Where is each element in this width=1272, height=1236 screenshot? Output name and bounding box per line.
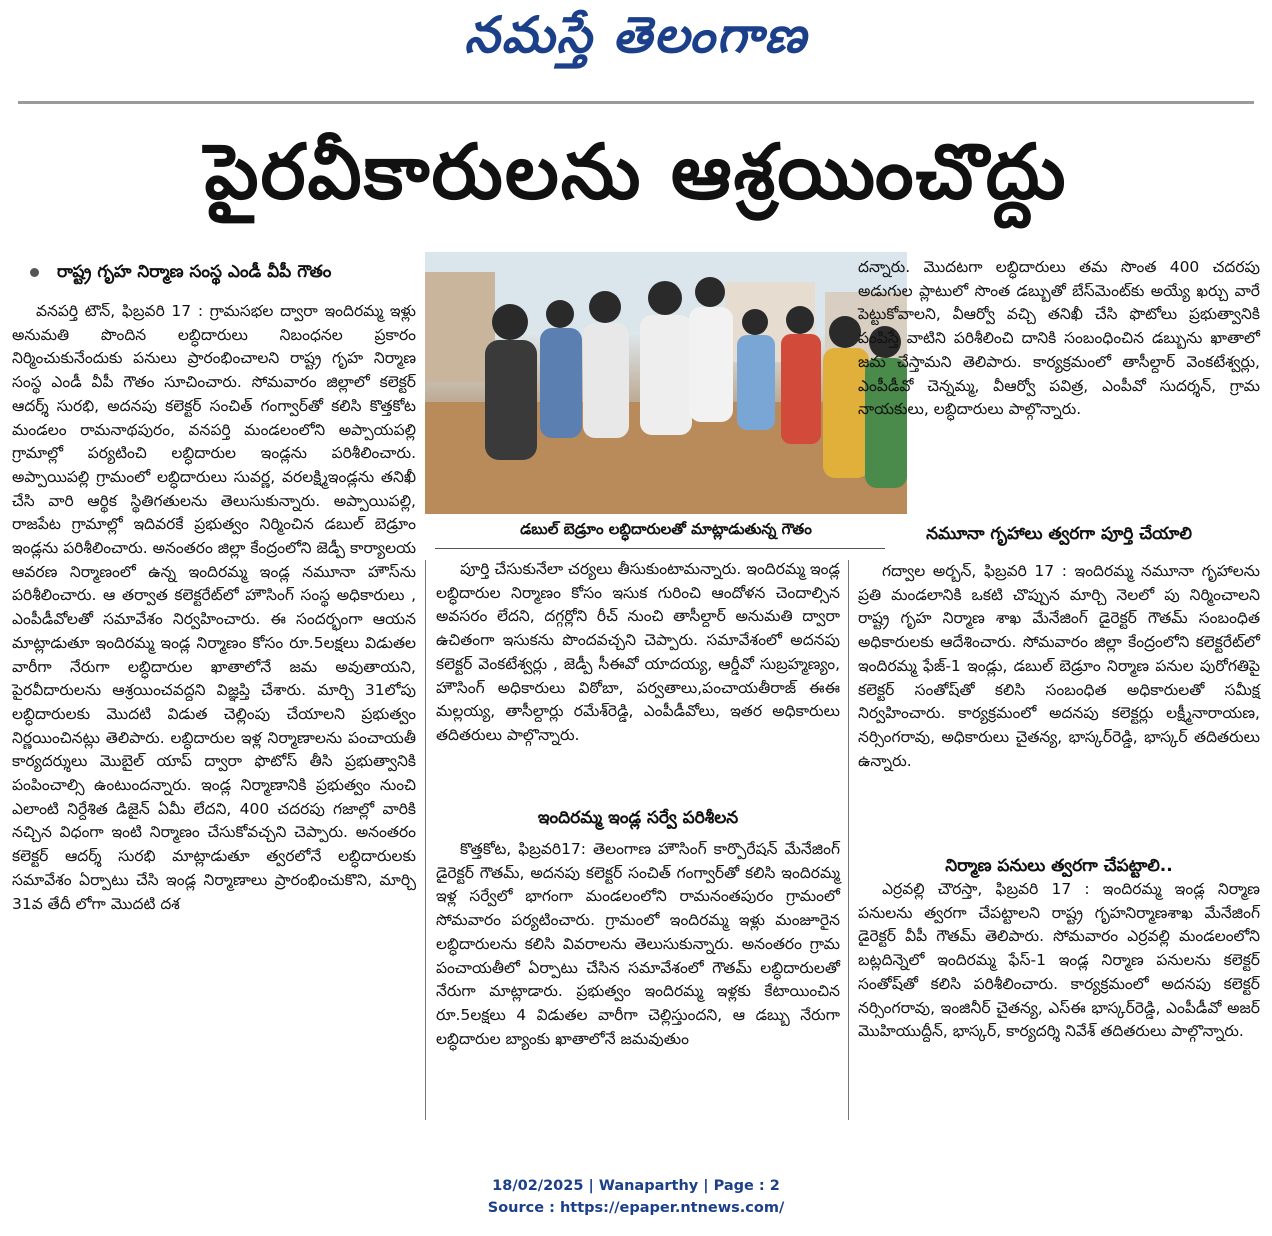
article-column-1: [12, 300, 416, 916]
caption-rule: [435, 548, 885, 549]
headline: పైరవీకారులను ఆశ్రయించొద్దు: [204, 127, 1068, 216]
column-divider-2: [848, 560, 849, 1120]
deck-line: [30, 262, 410, 286]
article-paragraph: ఎర్రవల్లి చౌరస్తా, ఫిబ్రవరి 17 : ఇందిరమ్మ ఇండ్ల నిర్మాణ పనులను త్వరగా చేపట్టాలని రాష్ట్ర గృహనిర్మాణశాఖ మేనేజింగ్ డైరెక్టర్ వీపీ గౌతమ్ తెలిపారు. సోమవారం ఎర్రవల్లి మండలంలోని బట్లదిన్నెలో ఇందిరమ్మ ఫేస్-1 ఇండ్ల నిర్మాణ పనులను కలెక్టర్ సంతోష్‌తో కలిసి పరిశీలించారు. కార్యక్రమంలో అదనపు కలెక్టర్ నర్సింగరావు, ఇంజినీర్ చైతన్య, ఎస్ఈ భాస్కర్‌రెడ్డి, ఎంపీడీవో అజర్ మొహియుద్దీన్, భాస్కర్, కార్యదర్శి నివేశ్ తదితరులు పాల్గొన్నారు.: [858, 880, 1260, 1041]
photo-caption: డబుల్ బెడ్రూం లబ్ధిదారులతో మాట్లాడుతున్న గౌతం: [520, 520, 812, 538]
article-column-3: [858, 256, 1260, 422]
article-paragraph: కొత్తకోట, ఫిబ్రవరి17: తెలంగాణ హౌసింగ్ కార్పొరేషన్ మేనేజింగ్ డైరెక్టర్ గౌతమ్, అదనపు కలెక్టర్ సంచిత్ గంగ్వార్‌తో కలిసి ఇందిరమ్మ ఇళ్ల సర్వేలో భాగంగా మండలంలోని రామనంతపురం గ్రామంలో సోమవారం పర్యటించారు. గ్రామంలో ఇందిరమ్మ ఇళ్లు మంజూరైన లబ్ధిదారులను కలిసి వివరాలను తెలుసుకున్నారు. అనంతరం గ్రామ పంచాయతీలో ఏర్పాటు చేసిన సమావేశంలో గౌతమ్ లబ్ధిదారులతో నేరుగా మాట్లాడారు. ప్రభుత్వం ఇందిరమ్మ ఇళ్లకు కేటాయించిన రూ.5లక్షలు 4 విడుతల వారీగా చెల్లిస్తుందని, ఆ డబ్బు నేరుగా లబ్ధిదారుల బ్యాంకు ఖాతాలోనే జమవుతుం: [436, 840, 840, 1048]
article-column-2: [436, 558, 840, 748]
article-column-2b: [436, 838, 840, 1051]
page-footer: [0, 1175, 1272, 1219]
article-column-3c: [858, 878, 1260, 1044]
subheading-survey: ఇందిరమ్మ ఇండ్ల సర్వే పరిశీలన: [537, 808, 739, 828]
column-divider-1: [425, 560, 426, 1120]
masthead: [0, 6, 1272, 76]
deck-text: రాష్ట్ర గృహ నిర్మాణ సంస్థ ఎండీ వీపీ గౌతం: [57, 262, 332, 282]
article-paragraph: పూర్తి చేసుకునేలా చర్యలు తీసుకుంటామన్నారు. ఇందిరమ్మ ఇండ్ల లబ్ధిదారుల నిర్మాణం కోసం ఇసుక గురించి ఆందోళన చెందాల్సిన అవసరం లేదని, దగ్గర్లోని రీచ్ నుంచి తాసీల్దార్ అనుమతి ద్వారా ఉచితంగా ఇసుకను పొందవచ్చని చెప్పారు. సమావేశంలో అదనపు కలెక్టర్ వెంకటేశ్వర్లు , జెడ్పీ సీఈవో యాదయ్య, ఆర్డీవో సుబ్రహ్మణ్యం, హౌసింగ్ అధికారులు విఠోబా, పర్వతాలు,పంచాయతీరాజ్ ఈఈ మల్లయ్య, తాసీల్దార్లు రమేశ్‌రెడ్డి, ఎంపీడీవోలు, ఇతర అధికారులు తదితరులు పాల్గొన్నారు.: [436, 560, 840, 744]
masthead-rule: [18, 101, 1254, 104]
news-photo: [425, 252, 907, 514]
article-paragraph: దన్నారు. మొదటగా లబ్ధిదారులు తమ సొంత 400 చదరపు అడుగుల ప్లాటులో సొంత డబ్బుతో బేస్‌మెంట్‌కు అయ్యే ఖర్చు వారే పెట్టుకోవాలని, వీఆర్వో వచ్చి తనిఖీ చేసి ఫొటోలు ప్రభుత్వానికి పంపిస్తే వాటిని పరిశీలించి దానికి సంబంధించిన డబ్బును ఖాతాలో జమ చేస్తామని తెలిపారు. కార్యక్రమంలో తాసీల్దార్ వెంకటేశ్వర్లు, ఎంపీడీవో చెన్నమ్మ, వీఆర్వో పవిత్ర, ఎంపీవో సుదర్శన్, గ్రామ నాయకులు, లబ్ధిదారులు పాల్గొన్నారు.: [858, 258, 1260, 419]
article-paragraph: గద్వాల అర్బన్, ఫిబ్రవరి 17 : ఇందిరమ్మ నమూనా గృహాలను ప్రతి మండలానికి ఒకటి చొప్పున మార్చి నెలలో పు నిర్మించాలని రాష్ట్ర గృహ నిర్మాణ శాఖ మేనేజింగ్ డైరెక్టర్ గౌతమ్ సంబంధిత అధికారులకు ఆదేశించారు. సోమవారం జిల్లా కేంద్రంలోని కలెక్టరేట్‌లో ఇందిరమ్మ ఫేజ్-1 ఇండ్లు, డబుల్ బెడ్రూం నిర్మాణ పనుల పురోగతిపై కలెక్టర్ సంతోష్‌తో కలిసి సంబంధిత అధికారులతో సమీక్ష నిర్వహించారు. కార్యక్రమంలో అదనపు కలెక్టర్లు లక్ష్మీనారాయణ, నర్సింగరావు, అధికారులు చైతన్య, భాస్కర్‌రెడ్డి, భాస్కర్ తదితరులు ఉన్నారు.: [858, 562, 1260, 770]
footer-source-line: Source : https://epaper.ntnews.com/: [487, 1200, 785, 1216]
article-paragraph: వనపర్తి టౌన్, ఫిబ్రవరి 17 : గ్రామసభల ద్వారా ఇందిరమ్మ ఇళ్లు అనుమతి పొందిన లబ్ధిదారులు నిబంధనల ప్రకారం నిర్మించుకునేందుకు పనులు ప్రారంభించాలని రాష్ట్ర గృహ నిర్మాణ సంస్థ ఎండీ వీపీ గౌతం సూచించారు. సోమవారం జిల్లాలో కలెక్టర్ ఆదర్శ్ సురభి, అదనపు కలెక్టర్ సంచిత్ గంగ్వార్‌తో కలిసి కొత్తకోట మండలం రామనాథపురం, వనపర్తి మండలంలోని అప్పాయపల్లి గ్రామాల్లో పర్యటించి లబ్ధిదారుల ఇండ్లను పరిశీలించారు. అప్పాయిపల్లి గ్రామంలో లబ్ధిదారులు సువర్ణ, వరలక్ష్మిఇండ్లను తనిఖీ చేసి వారి ఆర్థిక స్థితిగతులను తెలుసుకున్నారు. అప్పాయిపల్లి, రాజపేట గ్రామాల్లో ఇదివరకే ప్రభుత్వం నిర్మించిన డబుల్ బెడ్రూం ఇండ్లను పరిశీలించారు. అనంతరం జిల్లా కేంద్రంలోని జెడ్పీ కార్యాలయ ఆవరణ నిర్మాణంలో ఉన్న ఇందిరమ్మ ఇండ్ల నమూనా హౌస్‌ను పరిశీలించారు. ఆ తర్వాత కలెక్టరేట్‌లో హౌసింగ్ సంస్థ అధికారులు , ఎంపీడీవోలతో సమావేశం నిర్వహించారు. ఈ సందర్భంగా ఆయన మాట్లాడుతూ ఇందిరమ్మ ఇండ్ల నిర్మాణం కోసం రూ.5లక్షలు విడుతల వారీగా నేరుగా లబ్ధిదారుల ఖాతాలోనే జమ అవుతాయని, పైరవీదారులను ఆశ్రయించవద్దని విజ్ఞప్తి చేశారు. మార్చి 31లోపు లబ్ధిదారులకు మొదటి విడుత చెల్లింపు చేయాలని ప్రభుత్వం నిర్ణయించినట్లు తెలిపారు. లబ్ధిదారుల ఇళ్ల నిర్మాణాలను పంచాయతీ కార్యదర్శులు మొబైల్ యాప్ ద్వారా ఫొటోస్ తీసి ప్రభుత్వానికి పంపించాల్సి ఉంటుందన్నారు. ఇండ్ల నిర్మాణానికి ప్రభుత్వం నుంచి ఎలాంటి నిర్దేశిత డిజైన్ ఏమీ లేదని, 400 చదరపు గజాల్లో వారికి నచ్చిన విధంగా ఇంటి నిర్మాణం చేసుకోవచ్చని చెప్పారు. అనంతరం కలెక్టర్ ఆదర్శ్ సురభి మాట్లాడుతూ త్వరలోనే లబ్ధిదారులకు సమావేశం ఏర్పాటు చేసి ఇండ్ల నిర్మాణాలు ప్రారంభించుకొని, మార్చి 31వ తేదీ లోగా మొదటి దశ: [12, 302, 416, 913]
bullet-icon: [30, 268, 39, 277]
article-column-3b: [858, 560, 1260, 773]
subheading-construction: నిర్మాణ పనులు త్వరగా చేపట్టాలి..: [945, 856, 1173, 876]
masthead-logo: నమస్తే తెలంగాణ: [464, 6, 808, 64]
photo-illustration: [425, 252, 907, 514]
subheading-model-houses: నమూనా గృహాలు త్వరగా పూర్తి చేయాలి: [926, 524, 1192, 544]
footer-date-line: 18/02/2025 | Wanaparthy | Page : 2: [492, 1178, 780, 1194]
